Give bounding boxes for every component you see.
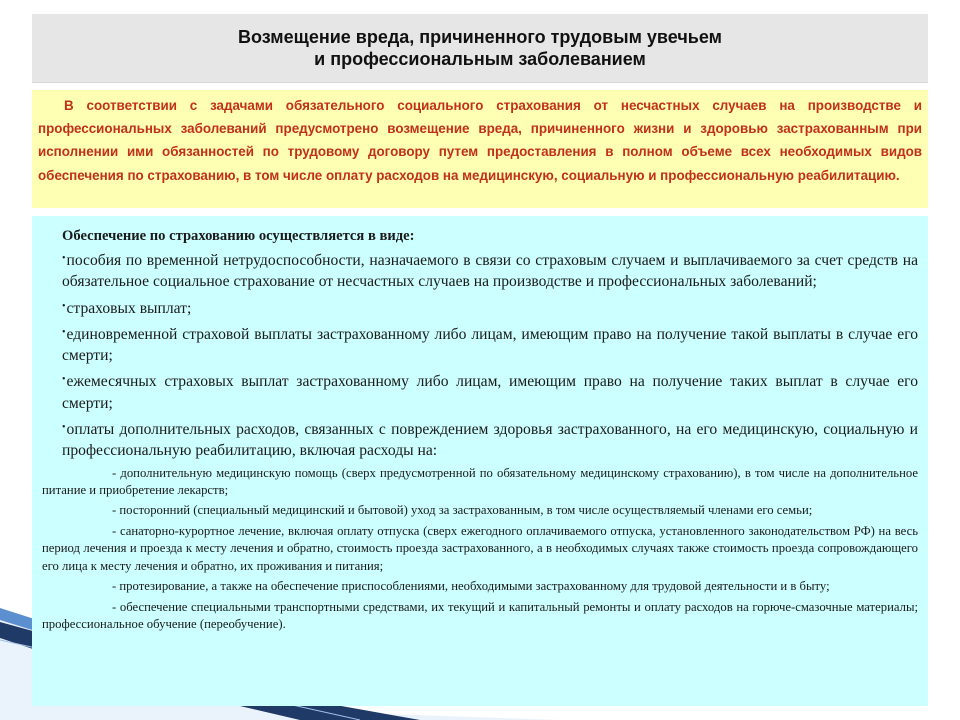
bullet-item	[62, 248, 918, 293]
insurance-provision-box	[32, 216, 928, 706]
slide-title	[32, 14, 928, 83]
slide-title-line-1: Возмещение вреда, причиненного трудовым увечьем	[238, 27, 722, 47]
bullet-text: страховых выплат;	[66, 299, 192, 317]
bullet-item	[62, 369, 918, 414]
provision-bullet-list	[42, 248, 918, 462]
sub-item: - обеспечение специальными транспортными средствами, их текущий и капитальный ремонты и оплату расходов на горюче-смазочные материалы; профессиональное обучение (переобучение).	[42, 599, 918, 631]
sub-item: - дополнительную медицинскую помощь (сверх предусмотренной по обязательному медицинскому страхованию), в том числе на дополнительное питание и приобретение лекарств;	[42, 465, 918, 498]
bullet-dot-icon: •	[62, 374, 66, 386]
bullet-item	[62, 322, 918, 367]
intro-paragraph: В соответствии с задачами обязательного социального страхования от несчастных случаев на производстве и профессиональных заболеваний предусмотрено возмещение вреда, причиненного жизни и здоровью застрахованным при исполнении ими обязанностей по трудовому договору путем предоставления в полном объеме всех необходимых видов обеспечения по страхованию, в том числе оплату расходов на медицинскую, социальную и профессиональную реабилитацию.	[38, 98, 922, 183]
sub-item: - посторонний (специальный медицинский и бытовой) уход за застрахованным, в том числе осуществляемый членами его семьи;	[112, 503, 813, 518]
bullet-text: оплаты дополнительных расходов, связанных с повреждением здоровья застрахованного, на его медицинскую, социальную и профессиональную реабилитацию, включая расходы на:	[62, 421, 918, 460]
bullet-dot-icon: •	[62, 300, 66, 312]
bullet-text: ежемесячных страховых выплат застрахованному либо лицам, имеющим право на получение таких выплат в случае его смерти;	[62, 373, 918, 412]
bullet-dot-icon: •	[62, 326, 66, 338]
provision-heading: Обеспечение по страхованию осуществляется в виде:	[62, 228, 415, 244]
bullet-item	[62, 296, 918, 319]
bullet-dot-icon: •	[62, 253, 66, 264]
bullet-item	[62, 417, 918, 462]
sub-item: - протезирование, а также на обеспечение приспособлениями, необходимыми застрахованному для трудовой деятельности и в быту;	[112, 579, 830, 594]
intro-paragraph-box	[32, 90, 928, 208]
expense-sub-list	[42, 465, 918, 634]
bullet-text: пособия по временной нетрудоспособности, назначаемого в связи со страховым случаем и выплачиваемого за счет средств на обязательное социальное страхование от несчастных случаев на производстве и профессиональных заболеваний;	[62, 252, 918, 291]
slide-title-line-2: и профессиональным заболеванием	[314, 49, 646, 69]
sub-item: - санаторно-курортное лечение, включая оплату отпуска (сверх ежегодного оплачиваемого отпуска, установленного законодательством РФ) на весь период лечения и проезда к месту лечения и обратно, стоимость проезда застрахованного, а в необходимых случаях также стоимость проезда сопровождающего его лица к месту лечения и обратно, их проживания и питания;	[42, 523, 918, 573]
bullet-text: единовременной страховой выплаты застрахованному либо лицам, имеющим право на получение такой выплаты в случае его смерти;	[62, 325, 918, 365]
bullet-dot-icon: •	[62, 422, 66, 434]
